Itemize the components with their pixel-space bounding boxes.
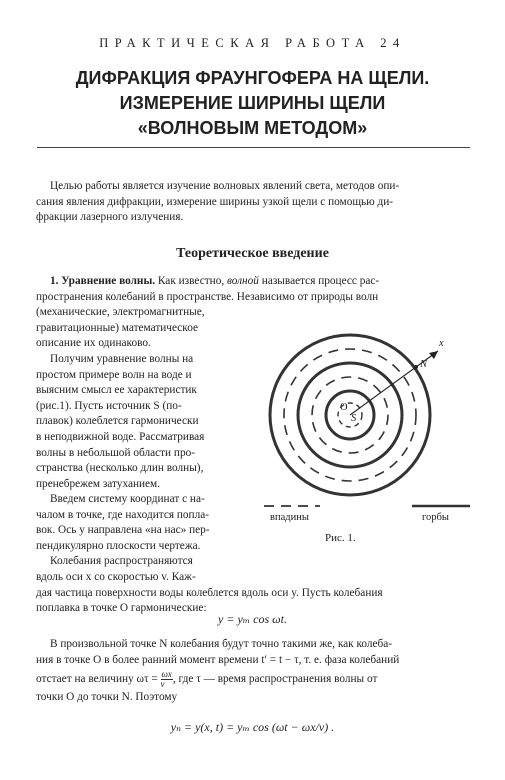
source-label: S <box>351 413 357 424</box>
defined-term: волной <box>227 275 259 287</box>
title-rule <box>37 147 470 148</box>
point-n-label: N <box>420 359 428 370</box>
origin-label: O <box>340 402 348 413</box>
formula-wave: yₙ = y(x, t) = yₘ cos (ωt − ωx/v) . <box>170 720 335 734</box>
fraction: $\frac{\omega x}{v}$ <box>160 669 172 690</box>
intro-paragraph: Целью работы является изучение волновых явлений света, методов опи- сания явления дифракции, измерение ширины узкой щели с помощью ди- фракции лазерного излучения. <box>36 180 400 224</box>
figure-caption: Рис. 1. <box>325 532 356 544</box>
paragraph-coordinates: Введем систему координат с на- чалом в точке, где находится попла- вок. Ось y направлена «на нас» пер- пендикулярно плоскости чертежа. Колебания распространяются вдоль оси x со скоростью v. Каж- дая частица поверхности воды колеблется вдоль оси y. Пусть колебания поплавка в точке O гармонические: <box>36 493 383 615</box>
paragraph-water-example: Получим уравнение волны на простом примере волн на воде и выясним смысл ее характеристик (рис.1). Пусть источник S (по- плавок) колеблется гармонически в неподвижной воде. Рассматривая волны в небольшой области про- странства (несколько длин волны), пренебрежем затуханием. <box>36 353 205 490</box>
crest-label: горбы <box>422 512 449 523</box>
trough-label: впадины <box>270 512 309 523</box>
arrow-head-icon <box>429 351 438 359</box>
paragraph-wave-equation: 1. Уравнение волны. Как известно, волной называется процесс рас- пространения колебаний в пространстве. Независимо от природы волн (механические, электромагнитные, гравитационные) математическое описание их одинаково. <box>36 275 380 350</box>
title-line: ИЗМЕРЕНИЕ ШИРИНЫ ЩЕЛИ <box>119 93 386 113</box>
paragraph-heading: 1. Уравнение волны. <box>50 275 156 287</box>
formula-harmonic: y = yₘ cos ωt. <box>218 612 287 626</box>
paragraph-phase: В произвольной точке N колебания будут точно такими же, как колеба- ния в точке O в более ранний момент времени t′ = t − τ, т. е. фаза колебаний отстает на величину ωτ = $\frac{\omega x}{v}$ , где τ — время распространения волны от точки O до точки N. Поэтому <box>36 638 400 704</box>
wave-rings-diagram <box>262 326 472 526</box>
point-n-marker <box>414 365 418 369</box>
title-line: «ВОЛНОВЫМ МЕТОДОМ» <box>137 118 368 138</box>
running-head: ПРАКТИЧЕСКАЯ РАБОТА 24 <box>99 36 406 50</box>
wave-figure <box>262 326 472 526</box>
page-title <box>30 66 475 141</box>
title-line: ДИФРАКЦИЯ ФРАУНГОФЕРА НА ЩЕЛИ. <box>75 68 430 88</box>
axis-x-label: x <box>439 338 444 349</box>
section-title: Теоретическое введение <box>176 246 329 261</box>
